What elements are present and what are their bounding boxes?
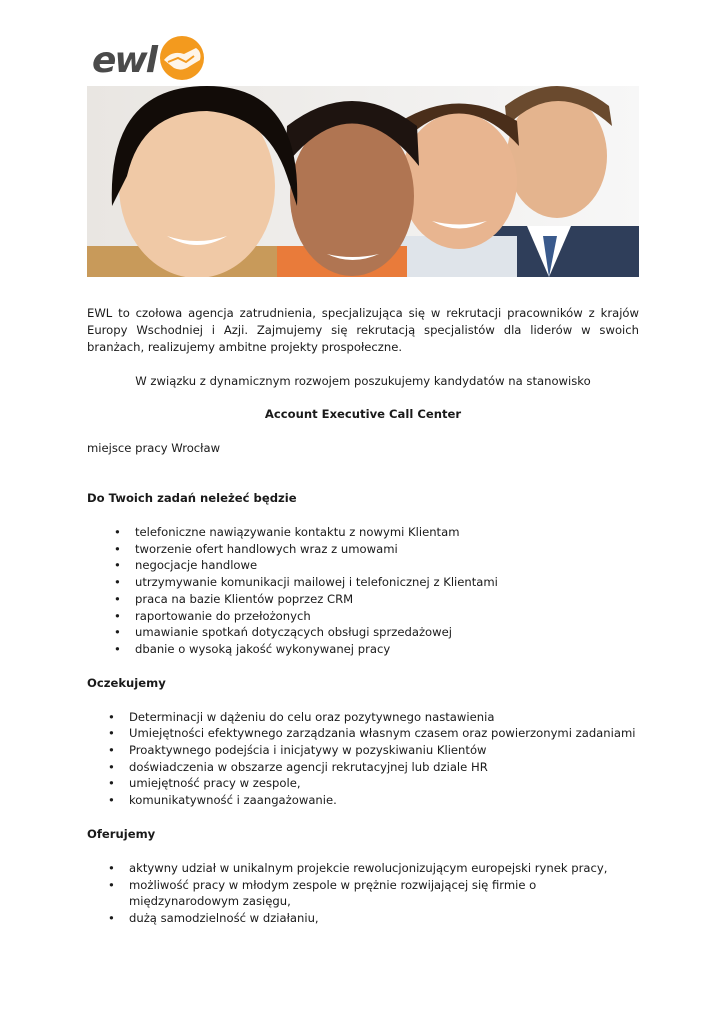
list-item bbox=[87, 574, 639, 591]
list-item-text: Umiejętności efektywnego zarządzania własnym czasem oraz powierzonymi zadaniami bbox=[129, 726, 636, 741]
list-item bbox=[87, 641, 639, 658]
list-item bbox=[87, 709, 639, 726]
tasks-list bbox=[87, 524, 639, 658]
list-item-text: raportowanie do przełożonych bbox=[135, 608, 311, 623]
list-item-text: możliwość pracy w młodym zespole w prężnie rozwijającej się firmie o międzynarodowym zasięgu, bbox=[129, 877, 537, 909]
list-item-text: Determinacji w dążeniu do celu oraz pozytywnego nastawienia bbox=[129, 709, 495, 724]
list-item-text: praca na bazie Klientów poprzez CRM bbox=[135, 591, 354, 606]
offer-heading: Oferujemy bbox=[87, 826, 156, 841]
list-item-text: negocjacje handlowe bbox=[135, 558, 258, 573]
bullet-icon: • bbox=[108, 910, 115, 925]
bullet-icon: • bbox=[108, 709, 115, 724]
list-item bbox=[87, 557, 639, 574]
handshake-icon bbox=[160, 36, 204, 80]
list-item bbox=[87, 541, 639, 558]
bullet-icon: • bbox=[108, 743, 115, 758]
bullet-icon: • bbox=[114, 591, 121, 606]
hero-photo bbox=[87, 86, 639, 277]
bullet-icon: • bbox=[108, 759, 115, 774]
bullet-icon: • bbox=[108, 776, 115, 791]
list-item bbox=[87, 591, 639, 608]
job-posting-body bbox=[87, 305, 639, 927]
list-item-text: komunikatywność i zaangażowanie. bbox=[129, 793, 337, 808]
position-intro: W związku z dynamicznym rozwojem poszukujemy kandydatów na stanowisko bbox=[135, 374, 591, 388]
list-item bbox=[87, 742, 639, 759]
logo-text: ewl bbox=[92, 40, 157, 81]
bullet-icon: • bbox=[108, 793, 115, 808]
list-item-text: umawianie spotkań dotyczących obsługi sprzedażowej bbox=[135, 625, 452, 640]
bullet-icon: • bbox=[114, 641, 121, 656]
bullet-icon: • bbox=[114, 625, 121, 640]
offer-list bbox=[87, 860, 639, 927]
list-item bbox=[87, 910, 639, 927]
work-location: miejsce pracy Wrocław bbox=[87, 441, 221, 455]
list-item bbox=[87, 725, 639, 742]
list-item-text: doświadczenia w obszarze agencji rekrutacyjnej lub dziale HR bbox=[129, 759, 488, 774]
tasks-heading: Do Twoich zadań neleżeć będzie bbox=[87, 491, 297, 505]
bullet-icon: • bbox=[108, 860, 115, 875]
list-item bbox=[87, 792, 639, 809]
list-item-text: utrzymywanie komunikacji mailowej i telefonicznej z Klientami bbox=[135, 575, 498, 590]
list-item bbox=[87, 524, 639, 541]
bullet-icon: • bbox=[108, 726, 115, 741]
company-intro: EWL to czołowa agencja zatrudnienia, specjalizująca się w rekrutacji pracowników z krajów Europy Wschodniej i Azji. Zajmujemy się rekrutacją specjalistów dla liderów w swoich branżach, realizujemy ambitne projekty prospołeczne. bbox=[87, 306, 639, 354]
list-item bbox=[87, 860, 639, 877]
list-item-text: telefoniczne nawiązywanie kontaktu z nowymi Klientam bbox=[135, 525, 460, 539]
list-item-text: dużą samodzielność w działaniu, bbox=[129, 910, 319, 925]
bullet-icon: • bbox=[114, 558, 121, 573]
list-item-text: dbanie o wysoką jakość wykonywanej pracy bbox=[135, 641, 391, 656]
list-item-text: umiejętność pracy w zespole, bbox=[129, 776, 301, 791]
ewl-logo bbox=[92, 30, 212, 86]
expectations-heading: Oczekujemy bbox=[87, 675, 166, 690]
list-item bbox=[87, 759, 639, 776]
list-item bbox=[87, 608, 639, 625]
job-title: Account Executive Call Center bbox=[264, 407, 462, 421]
list-item-text: Proaktywnego podejścia i inicjatywy w pozyskiwaniu Klientów bbox=[129, 743, 487, 758]
expectations-list bbox=[87, 709, 639, 809]
bullet-icon: • bbox=[114, 525, 121, 539]
list-item-text: aktywny udział w unikalnym projekcie rewolucjonizującym europejski rynek pracy, bbox=[129, 860, 608, 875]
list-item bbox=[87, 775, 639, 792]
ewl-logo-graphic bbox=[92, 30, 212, 86]
person-2 bbox=[277, 101, 419, 277]
bullet-icon: • bbox=[114, 541, 121, 556]
list-item bbox=[87, 624, 639, 641]
hero-photo-illustration bbox=[87, 86, 639, 277]
bullet-icon: • bbox=[114, 608, 121, 623]
bullet-icon: • bbox=[114, 575, 121, 590]
bullet-icon: • bbox=[108, 877, 115, 892]
list-item bbox=[87, 877, 639, 910]
list-item-text: tworzenie ofert handlowych wraz z umowami bbox=[135, 541, 398, 556]
